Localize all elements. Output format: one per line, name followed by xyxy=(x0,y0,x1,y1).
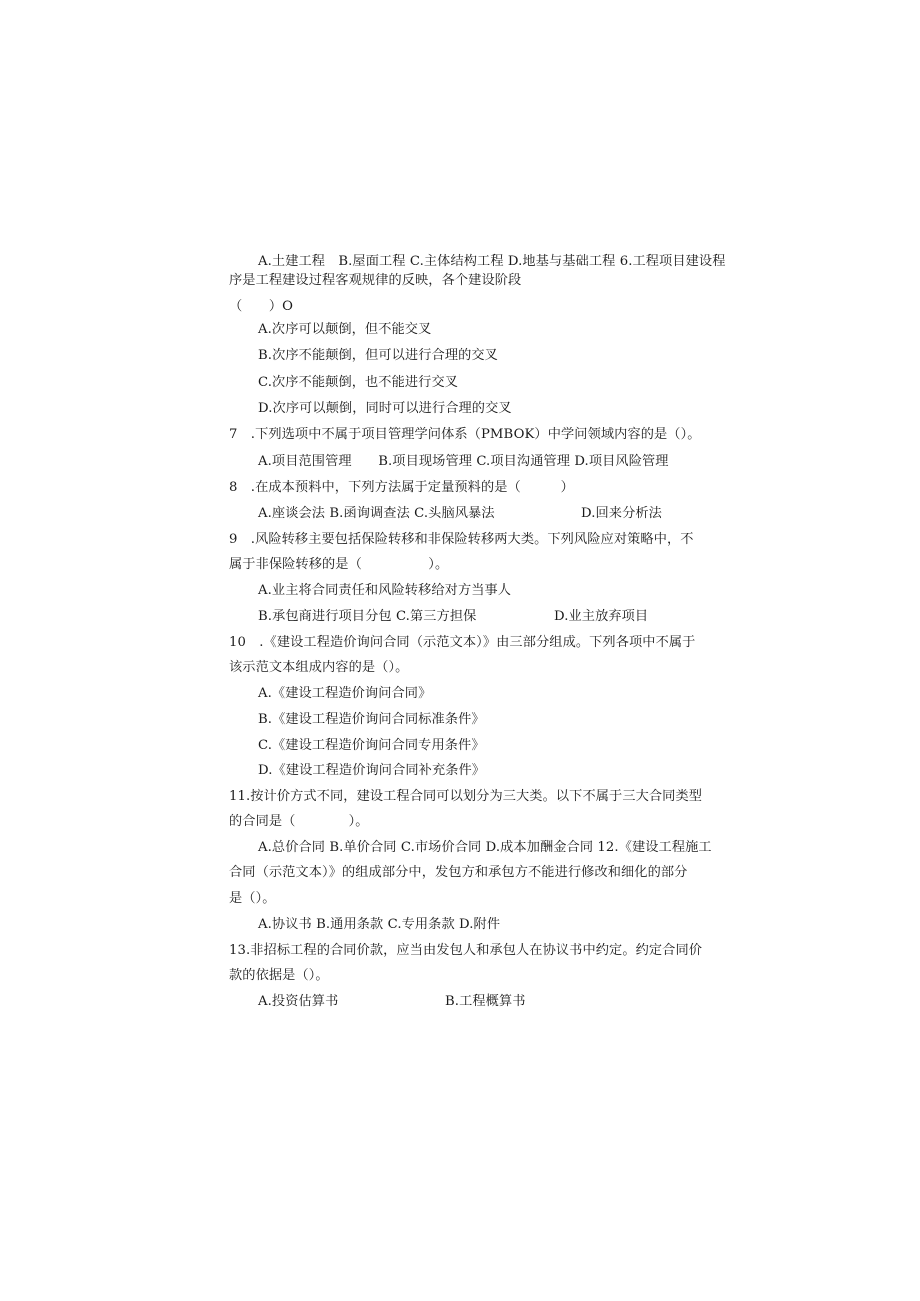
q9-question-line2: 属于非保险转移的是（ ）。 xyxy=(229,557,449,572)
q13-options xyxy=(258,993,728,1065)
q6-option-d: D.次序可以颠倒，同时可以进行合理的交叉 xyxy=(258,401,512,416)
q8-question: 8 .在成本预料中，下列方法属于定量预料的是（ ） xyxy=(229,480,574,495)
q10-question-line1: 10 .《建设工程造价询问合同（示范文本）》由三部分组成。下列各项中不属于 xyxy=(229,635,696,650)
q13-option-b: B.工程概算书 xyxy=(445,994,526,1009)
q9-question-line1: 9 .风险转移主要包括保险转移和非保险转移两大类。下列风险应对策略中，不 xyxy=(229,532,694,547)
q11-question-line1: 11.按计价方式不同，建设工程合同可以划分为三大类。以下不属于三大合同类型 xyxy=(229,789,703,804)
q10-option-d: D.《建设工程造价询问合同补充条件》 xyxy=(258,763,486,778)
q10-option-a: A.《建设工程造价询问合同》 xyxy=(258,686,432,701)
q13-option-a: A.投资估算书 xyxy=(258,994,339,1009)
q11-options-and-q12-start: A.总价合同 B.单价合同 C.市场价合同 D.成本加酬金合同 12.《建设工程施工 xyxy=(258,840,712,855)
q7-question: 7 .下列选项中不属于项目管理学问体系（PMBOK）中学问领域内容的是（）。 xyxy=(229,427,701,442)
q6-option-a: A.次序可以颠倒，但不能交叉 xyxy=(258,322,432,337)
q7-options: A.项目范围管理 B.项目现场管理 C.项目沟通管理 D.项目风险管理 xyxy=(258,454,669,469)
q12-options: A.协议书 B.通用条款 C.专用条款 D.附件 xyxy=(258,917,501,932)
q10-option-b: B.《建设工程造价询问合同标准条件》 xyxy=(258,712,485,727)
q9-option-d: D.业主放弃项目 xyxy=(554,609,649,624)
q10-question-line2: 该示范文本组成内容的是（）。 xyxy=(229,660,409,675)
q8-options-abc: A.座谈会法 B.函询调查法 C.头脑风暴法 xyxy=(258,506,495,521)
q6-text-continued: 序是工程建设过程客观规律的反映，各个建设阶段 xyxy=(229,273,522,288)
q12-question-line2: 合同（示范文本）》的组成部分中，发包方和承包方不能进行修改和细化的部分 xyxy=(229,865,688,880)
q6-answer-blank: （ ）O xyxy=(229,299,294,314)
q10-option-c: C.《建设工程造价询问合同专用条件》 xyxy=(258,738,485,753)
q9-option-a: A.业主将合同责任和风险转移给对方当事人 xyxy=(258,583,512,598)
q13-question-line1: 13.非招标工程的合同价款，应当由发包人和承包人在协议书中约定。约定合同价 xyxy=(229,943,703,958)
q6-option-c: C.次序不能颠倒，也不能进行交叉 xyxy=(258,375,459,390)
q5-options-and-q6-start: A.土建工程 B.屋面工程 C.主体结构工程 D.地基与基础工程 6.工程项目建设程 xyxy=(258,254,726,269)
q13-question-line2: 款的依据是（）。 xyxy=(229,968,329,983)
q12-question-line3: 是（）。 xyxy=(229,891,276,906)
q8-option-d: D.回来分析法 xyxy=(581,506,662,521)
q6-option-b: B.次序不能颠倒，但可以进行合理的交叉 xyxy=(258,348,498,363)
q9-options-bc: B.承包商进行项目分包 C.第三方担保 xyxy=(258,609,477,624)
q11-question-line2: 的合同是（ ）。 xyxy=(229,814,369,829)
